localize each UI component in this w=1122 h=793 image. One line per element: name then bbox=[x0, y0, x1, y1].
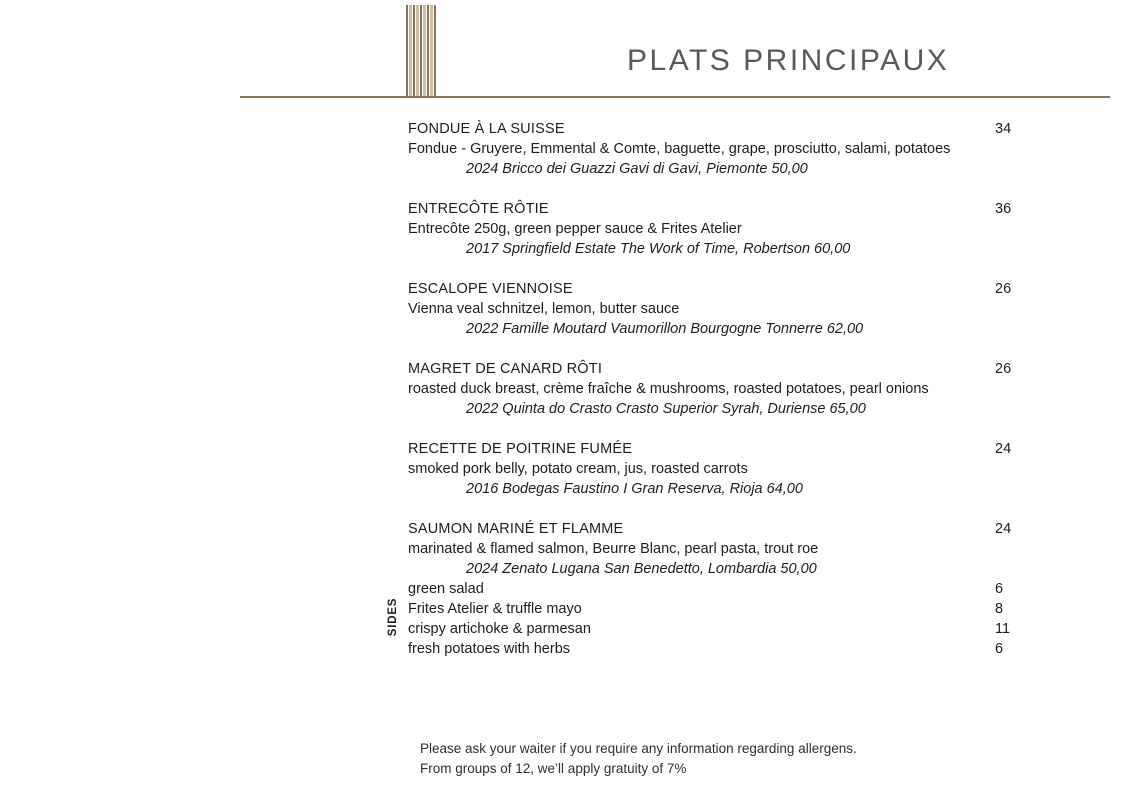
side-item bbox=[408, 579, 1068, 599]
stripes-decoration-icon bbox=[406, 5, 436, 97]
side-name: green salad bbox=[408, 581, 484, 597]
item-description: Entrecôte 250g, green pepper sauce & Frites Atelier bbox=[408, 221, 742, 237]
item-description: Vienna veal schnitzel, lemon, butter sauce bbox=[408, 301, 680, 317]
item-price: 24 bbox=[995, 441, 1012, 457]
item-price: 26 bbox=[995, 361, 1012, 377]
side-price: 11 bbox=[995, 621, 1011, 637]
wine-pairing: 2022 Quinta do Crasto Crasto Superior Syrah, Duriense 65,00 bbox=[466, 401, 866, 417]
wine-pairing: 2024 Zenato Lugana San Benedetto, Lombardia 50,00 bbox=[466, 561, 817, 577]
menu-item bbox=[408, 519, 1068, 579]
wine-pairing: 2024 Bricco dei Guazzi Gavi di Gavi, Piemonte 50,00 bbox=[466, 161, 808, 177]
item-name: SAUMON MARINÉ ET FLAMME bbox=[408, 521, 624, 537]
side-price: 6 bbox=[995, 581, 1004, 597]
wine-pairing: 2022 Famille Moutard Vaumorillon Bourgogne Tonnerre 62,00 bbox=[466, 321, 864, 337]
item-description: marinated & flamed salmon, Beurre Blanc, pearl pasta, trout roe bbox=[408, 541, 819, 557]
wine-pairing: 2016 Bodegas Faustino I Gran Reserva, Rioja 64,00 bbox=[466, 481, 803, 497]
footer-note-allergens: Please ask your waiter if you require any information regarding allergens. bbox=[420, 741, 857, 756]
menu-item bbox=[408, 439, 1068, 499]
page-title: PLATS PRINCIPAUX bbox=[627, 44, 950, 77]
item-name: RECETTE DE POITRINE FUMÉE bbox=[408, 441, 633, 457]
item-description: roasted duck breast, crème fraîche & mushrooms, roasted potatoes, pearl onions bbox=[408, 381, 929, 397]
item-description: Fondue - Gruyere, Emmental & Comte, baguette, grape, prosciutto, salami, potatoes bbox=[408, 141, 951, 157]
side-price: 8 bbox=[995, 601, 1004, 617]
item-price: 36 bbox=[995, 201, 1012, 217]
sides-section-label: SIDES bbox=[387, 597, 399, 637]
side-price: 6 bbox=[995, 641, 1004, 657]
item-name: ENTRECÔTE RÔTIE bbox=[408, 201, 549, 217]
item-name: MAGRET DE CANARD RÔTI bbox=[408, 361, 603, 377]
menu-item bbox=[408, 119, 1068, 179]
menu-item bbox=[408, 359, 1068, 419]
side-item bbox=[408, 639, 1068, 659]
side-item bbox=[408, 599, 1068, 619]
item-price: 24 bbox=[995, 521, 1012, 537]
item-price: 26 bbox=[995, 281, 1012, 297]
header-divider bbox=[240, 96, 1110, 98]
side-name: fresh potatoes with herbs bbox=[408, 641, 571, 657]
item-name: ESCALOPE VIENNOISE bbox=[408, 281, 573, 297]
wine-pairing: 2017 Springfield Estate The Work of Time, Robertson 60,00 bbox=[466, 241, 851, 257]
side-name: Frites Atelier & truffle mayo bbox=[408, 601, 582, 617]
footer-note-gratuity: From groups of 12, we’ll apply gratuity of 7% bbox=[420, 761, 687, 776]
menu-item bbox=[408, 199, 1068, 259]
footer-notes bbox=[420, 739, 857, 779]
side-item bbox=[408, 619, 1068, 639]
menu-item bbox=[408, 279, 1068, 339]
item-name: FONDUE À LA SUISSE bbox=[408, 121, 565, 137]
item-price: 34 bbox=[995, 121, 1012, 137]
menu-list bbox=[408, 119, 1068, 659]
item-description: smoked pork belly, potato cream, jus, roasted carrots bbox=[408, 461, 748, 477]
side-name: crispy artichoke & parmesan bbox=[408, 621, 591, 637]
